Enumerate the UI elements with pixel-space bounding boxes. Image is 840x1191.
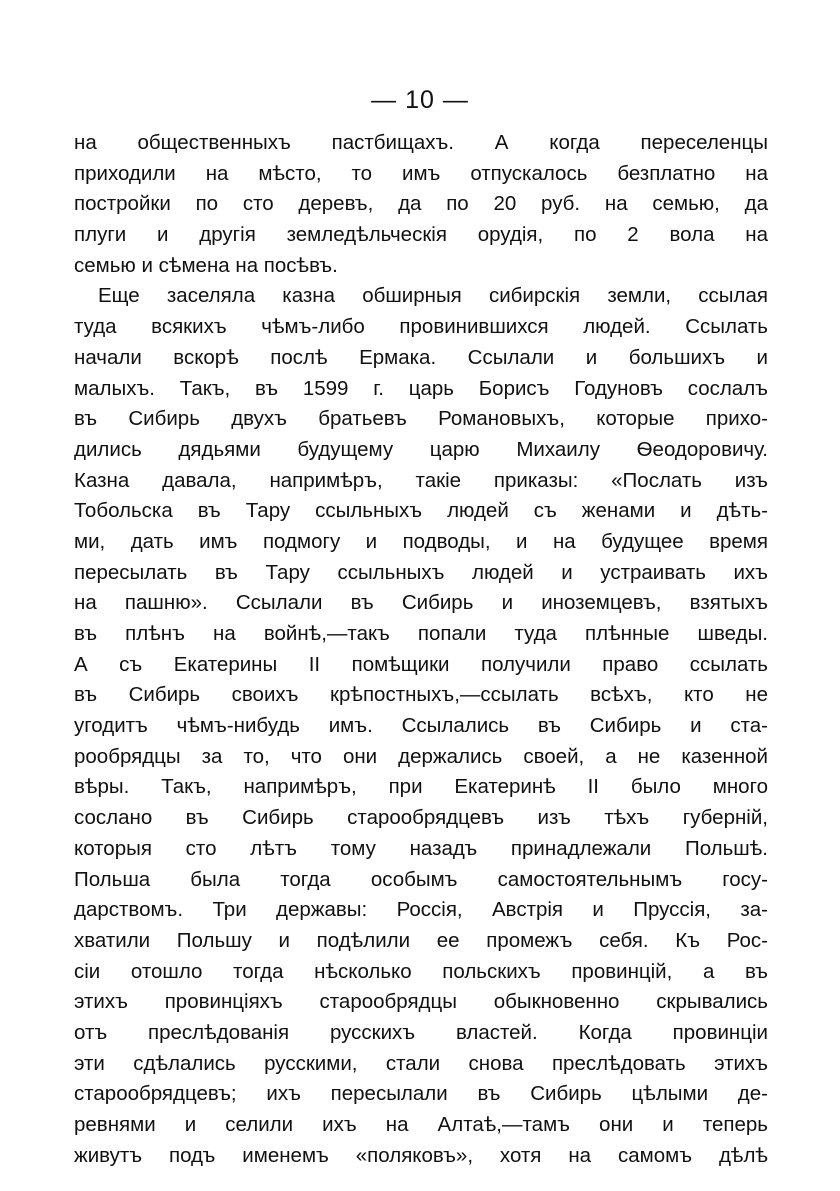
text-line: на общественныхъ пастбищахъ. А когда переселенцы [74, 131, 768, 154]
text-line: ревнями и селили ихъ на Алтаѣ,—тамъ они и теперь [74, 1113, 768, 1136]
text-line: старообрядцевъ; ихъ пересылали въ Сибирь цѣлыми де- [74, 1082, 768, 1106]
text-line: малыхъ. Такъ, въ 1599 г. царь Борисъ Годуновъ сослалъ [74, 376, 768, 400]
text-line: отъ преслѣдованія русскихъ властей. Когда провинціи [74, 1020, 768, 1044]
text-line: угодитъ чѣмъ-нибудь имъ. Ссылались въ Сибирь и ста- [74, 714, 768, 738]
body-text [74, 128, 768, 1171]
text-line: въ плѣнъ на войнѣ,—такъ попали туда плѣнные шведы. [74, 622, 768, 645]
text-line: этихъ провинціяхъ старообрядцы обыкновенно скрывались [74, 990, 768, 1014]
text-line: вѣры. Такъ, напримѣръ, при Екатеринѣ II было много [74, 775, 768, 799]
text-line: ми, дать имъ подмогу и подводы, и на будущее время [74, 529, 768, 553]
text-line: приходили на мѣсто, то имъ отпускалось безплатно на [74, 161, 768, 185]
text-line: начали вскорѣ послѣ Ермака. Ссылали и большихъ и [74, 345, 768, 369]
text-line: пересылать въ Тару ссыльныхъ людей и устраивать ихъ [74, 560, 768, 584]
text-line: плуги и другія земледѣльческія орудія, по 2 вола на [74, 223, 768, 247]
text-line: А съ Екатерины II помѣщики получили право ссылать [74, 652, 768, 676]
text-line: туда всякихъ чѣмъ-либо провинившихся людей. Ссылать [74, 315, 768, 339]
page-number: — 10 — [371, 86, 469, 114]
text-line: рообрядцы за то, что они держались своей, а не казенной [74, 744, 768, 768]
text-line: Казна давала, напримѣръ, такіе приказы: «Послать изъ [74, 468, 768, 492]
text-line: эти сдѣлались русскими, стали снова преслѣдовать этихъ [74, 1051, 768, 1075]
text-line: въ Сибирь своихъ крѣпостныхъ,—ссылать всѣхъ, кто не [74, 683, 768, 707]
text-line: Тобольска въ Тару ссыльныхъ людей съ женами и дѣть- [74, 499, 768, 523]
text-line: сіи отошло тогда нѣсколько польскихъ провинцій, а въ [74, 959, 768, 983]
text-line: живутъ подъ именемъ «поляковъ», хотя на самомъ дѣлѣ [74, 1143, 768, 1167]
text-line: которыя сто лѣтъ тому назадъ принадлежали Польшѣ. [74, 836, 768, 860]
text-line: дились дядьями будущему царю Михаилу Ѳеодоровичу. [74, 437, 768, 461]
text-line: сослано въ Сибирь старообрядцевъ изъ тѣхъ губерній, [74, 806, 768, 830]
text-line: въ Сибирь двухъ братьевъ Романовыхъ, которые прихо- [74, 407, 768, 431]
text-line: семью и сѣмена на посѣвъ. [74, 253, 338, 277]
text-line: на пашню». Ссылали въ Сибирь и иноземцевъ, взятыхъ [74, 591, 768, 615]
paragraph-start-line: Еще заселяла казна обширныя сибирскія земли, ссылая [98, 284, 768, 308]
text-line: постройки по сто деревъ, да по 20 руб. на семью, да [74, 192, 768, 216]
text-line: Польша была тогда особымъ самостоятельнымъ госу- [74, 867, 768, 891]
text-line: хватили Польшу и подѣлили ее промежъ себя. Къ Рос- [74, 928, 768, 952]
text-line: дарствомъ. Три державы: Россія, Австрія и Пруссія, за- [74, 898, 768, 922]
